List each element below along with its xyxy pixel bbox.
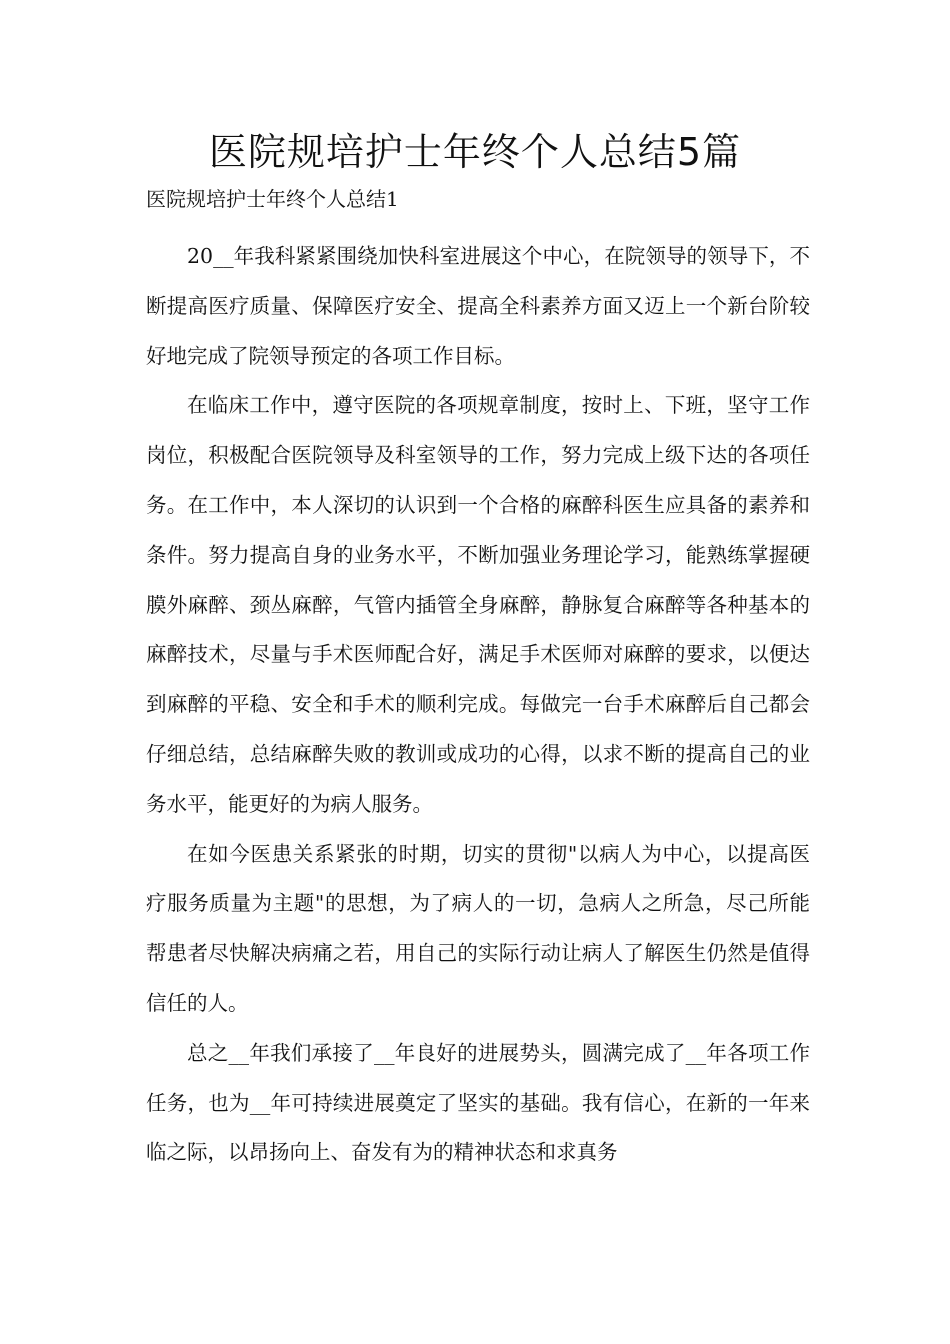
document-body bbox=[146, 232, 810, 1178]
paragraph-2: 在临床工作中，遵守医院的各项规章制度，按时上、下班，坚守工作岗位，积极配合医院领导及科室领导的工作，努力完成上级下达的各项任务。在工作中，本人深切的认识到一个合格的麻醉科医生应具备的素养和条件。努力提高自身的业务水平，不断加强业务理论学习，能熟练掌握硬膜外麻醉、颈丛麻醉，气管内插管全身麻醉，静脉复合麻醉等各种基本的麻醉技术，尽量与手术医师配合好，满足手术医师对麻醉的要求，以便达到麻醉的平稳、安全和手术的顺利完成。每做完一台手术麻醉后自己都会仔细总结，总结麻醉失败的教训或成功的心得，以求不断的提高自己的业务水平，能更好的为病人服务。 bbox=[146, 393, 810, 816]
paragraph-1: 20__年我科紧紧围绕加快科室进展这个中心，在院领导的领导下，不断提高医疗质量、保障医疗安全、提高全科素养方面又迈上一个新台阶较好地完成了院领导预定的各项工作目标。 bbox=[146, 244, 810, 368]
paragraph-3: 在如今医患关系紧张的时期，切实的贯彻"以病人为中心，以提高医疗服务质量为主题"的思想，为了病人的一切，急病人之所急，尽己所能帮患者尽快解决病痛之若，用自己的实际行动让病人了解医生仍然是值得信任的人。 bbox=[146, 841, 810, 1015]
paragraph-4: 总之__年我们承接了__年良好的进展势头，圆满完成了__年各项工作任务，也为__年可持续进展奠定了坚实的基础。我有信心，在新的一年来临之际，以昂扬向上、奋发有为的精神状态和求真务 bbox=[146, 1040, 810, 1165]
section-heading: 医院规培护士年终个人总结1 bbox=[146, 187, 399, 211]
document-title: 医院规培护士年终个人总结5篇 bbox=[208, 130, 742, 174]
